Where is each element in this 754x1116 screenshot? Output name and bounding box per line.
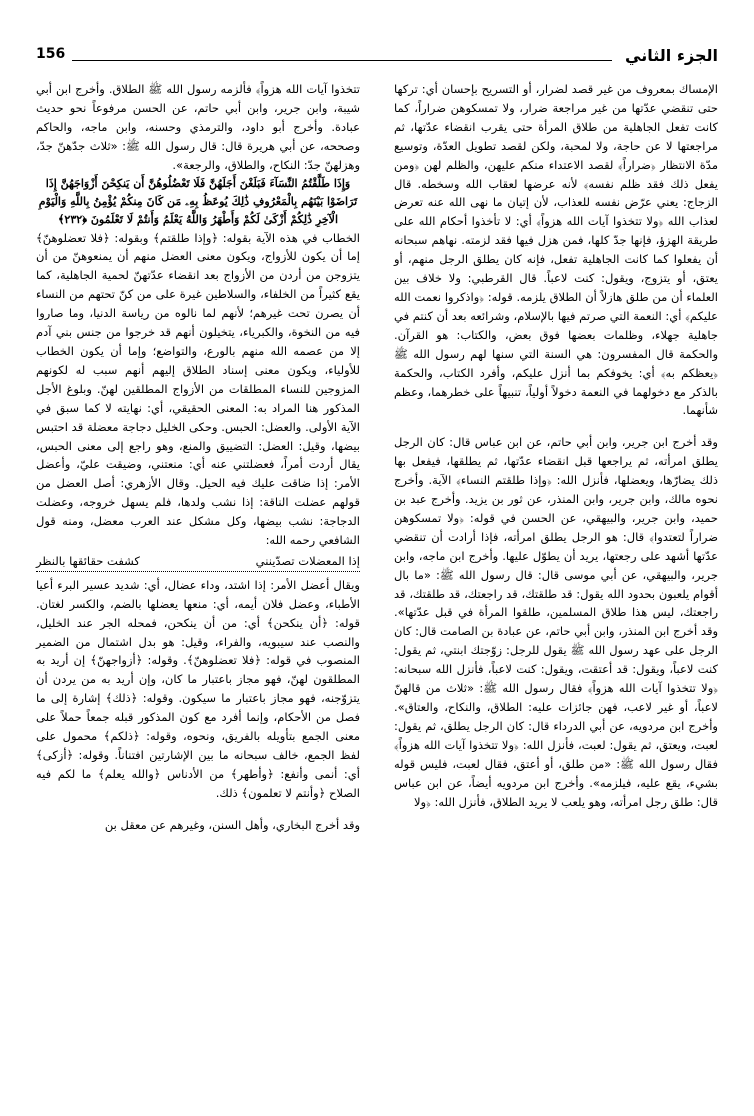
commentary-paragraph: الإمساك بمعروف من غير قصد لضرار، أو التسريح بإحسان أي: تركها حتى تنقضي عدّتها من غير مراجعة ضرار، ولا تمسكوهن ضراراً، كما كانت تفعل الجاهلية من طلاق المرأة حتى يقرب انقضاء عدّتها، ثم مراجعتها لا عن حاجة، ولا لمحبة، ولكن لقصد تطويل العدّة، وتوسيع مدّة الانتظار ﴿ضراراً﴾ لقصد الاعتداء منكم عليهن، والظلم لهن ﴿ومن يفعل ذلك فقد ظلم نفسه﴾ لأنه عرضها لعقاب الله وسخطه. قال الزجاج: يعني عرّض نفسه للعذاب، لأن إتيان ما نهى الله عنه تعرض لعذاب الله ﴿ولا تتخذوا آيات الله هزواً﴾ أي: لا تأخذوا أحكام الله على طريقة الهزؤ، فإنها جدّ كلها، فمن هزل فيها فقد لزمته. نهاهم سبحانه أن يفعلوا كما كانت الجاهلية تفعل، فإنه كان يطلق الرجل منهم، أو يعتق، أو يتزوج، ويقول: كنت لاعباً. قال القرطبي: ولا خلاف بين العلماء أن من طلق هازلاً أن الطلاق يلزمه. قوله: ﴿واذكروا نعمت الله عليكم﴾ أي: النعمة التي صرتم فيها بالإسلام، وشرائعه بعد أن كنتم في جاهلية جهلاء، وظلمات بعضها فوق بعض، والكتاب: هو القرآن. والحكمة قال المفسرون: هي السنة التي سنها لهم رسول الله ﷺ ﴿يعظكم به﴾ أي: يخوفكم بما أنزل عليكم، وأفرد الكتاب، والحكمة بالذكر مع دخولهما في النعمة دخولاً أولياً، تنبيهاً على خطرهما، وعظم شأنهما. — [394, 82, 718, 418]
poem-line — [36, 552, 360, 572]
grammar-paragraph: ويقال أعضل الأمر: إذا اشتد، وداء عضال، أي: شديد عسير البرء أعيا الأطباء، وعضل فلان أيمه، أي: منعها يعضلها بالضم، والكسر لغتان. قوله: ﴿أن ينكحن﴾ أي: من أن ينكحن، فمحله الجر عند الخليل، والنصب عند سيبويه، والفراء، وقيل: هو بدل اشتمال من الضمير المنصوب في قوله: ﴿فلا تعضلوهنّ﴾. وقوله: ﴿أزواجهنّ﴾ إن أريد به المطلقون لهنّ، فهو مجاز باعتبار ما كان، وإن أريد به من يردن أن يتزوّجنه، فهو مجاز باعتبار ما سيكون. وقوله: ﴿ذلك﴾ إشارة إلى ما فصل من الأحكام، وإنما أفرد مع كون المذكور قبله جمعاً حملاً على معنى الجمع بتأويله بالفريق، ونحوه، وقوله: ﴿ذلكم﴾ محمول على لفظ الجمع، خالف سبحانه ما بين الإشارتين افتناناً. وقوله: ﴿أزكى﴾ أي: أنمى وأنفع: ﴿وأطهر﴾ من الأدناس ﴿والله يعلم﴾ ما لكم فيه الصلاح ﴿وأنتم لا تعلمون﴾ ذلك. — [36, 577, 360, 800]
page-number: 156 — [36, 46, 66, 62]
hadith-paragraph: وقد أخرج ابن جرير، وابن أبي حاتم، عن ابن عباس قال: كان الرجل يطلق امرأته، ثم يراجعها قبل انقضاء عدّتها، ثم يطلقها، فيفعل بها ذلك يضارّها، ويعضلها، فأنزل الله: ﴿وإذا طلقتم النساء﴾ الآية. وأخرج نحوه مالك، وابن جرير، وابن المنذر، عن ثور بن يزيد. وأخرج عبد بن حميد، وابن جرير، والبيهقي، عن الحسن في قوله: ﴿ولا تمسكوهن ضراراً لتعتدوا﴾ قال: هو الرجل يطلق امرأته، فإذا أرادت أن تنقضي عدّتها أشهد على رجعتها، يريد أن يطوّل عليها. وأخرج ابن ماجه، وابن جرير، والبيهقي، عن أبي موسى قال: قال رسول الله ﷺ: «ما بال أقوام يلعبون بحدود الله يقول: قد طلقتك، قد راجعتك، قد طلقتك، قد راجعتك، ليس هذا طلاق المسلمين، طلقوا المرأة في قبل عدّتها». وقد أخرج ابن المنذر، وابن أبي حاتم، عن عبادة بن الصامت قال: كان الرجل على عهد رسول الله ﷺ يقول للرجل: زوّجتك ابنتي، ثم يقول: كنت لاعباً، ويقول: قد أعتقت، ويقول: كنت لاعباً، فأنزل الله سبحانه: ﴿ولا تتخذوا آيات الله هزواً﴾ فقال رسول الله ﷺ: «ثلاث من قالهنّ لاعباً، أو غير لاعب، فهن جائزات عليه: الطلاق، والنكاح، والعتاق». وأخرج ابن مردويه، عن أبي الدرداء قال: كان الرجل يطلق، ثم يقول: لعبت، ويعتق، ثم يقول: لعبت، فأنزل الله: ﴿ولا تتخذوا آيات الله هزواً﴾ فقال رسول الله ﷺ: «من طلق، أو أعتق، فقال لعبت، فليس قوله بشيء، يقع عليه، فيلزمه». وأخرج ابن مردويه أيضاً، عن ابن عباس قال: طلق رجل امرأته، وهو يلعب لا يريد الطلاق، فأنزل الله: ﴿ولا — [394, 435, 718, 809]
header-rule — [72, 60, 612, 61]
quran-verse: وَإِذَا طَلَّقْتُمُ النِّسَآءَ فَبَلَغْنَ أَجَلَهُنَّ فَلَا تَعْضُلُوهُنَّ أَن يَنكِحْنَ أَزْوَاجَهُنَّ إِذَا تَرَاضَوْا بَيْنَهُم بِالْمَعْرُوفِ ذَٰلِكَ يُوعَظُ بِهِۦ مَن كَانَ مِنكُمْ يُؤْمِنُ بِاللَّهِ وَالْيَوْمِ الْآخِرِ ذَٰلِكُمْ أَزْكَىٰ لَكُمْ وَأَطْهَرُ وَاللَّهُ يَعْلَمُ وَأَنتُمْ لَا تَعْلَمُونَ ﴿٢٣٢﴾ — [38, 176, 358, 226]
poem-first-hemistich: إذا المعضلات تصدّينني — [255, 553, 360, 568]
right-column — [394, 80, 718, 811]
running-title: الجزء الثاني — [625, 46, 718, 65]
left-column — [36, 80, 360, 835]
poem-second-hemistich: كشفت حقائقها بالنظر — [36, 553, 140, 568]
exegesis-paragraph: الخطاب في هذه الآية بقوله: ﴿وإذا طلقتم﴾ وبقوله: ﴿فلا تعضلوهنّ﴾ إما أن يكون للأزواج، ويكون معنى العضل منهم أن يمنعوهنّ من أن يتزوجن من أردن من الأزواج بعد انقضاء عدّتهنّ لحمية الجاهلية، كما يقع كثيراً من الخلفاء، والسلاطين غيرة على من كنّ تحتهم من النساء أن يصرن تحت غيرهم؛ لأنهم لما نالوه من رياسة الدنيا، وما صاروا فيه من النخوة، والكبرياء، يتخيلون أنهم قد خرجوا من جنس بني آدم إلا من عصمه الله منهم بالورع، والتواضع؛ وإما أن يكون الخطاب للأولياء، ويكون معنى إسناد الطلاق إليهم أنهم سبب له لكونهم المزوجين للنساء المطلقات من الأزواج المطلقين لهنّ. وبلوغ الأجل المذكور هنا المراد به: المعنى الحقيقي، أي: نهايته لا كما سبق في الآية الأولى. والعضل: الحبس. وحكى الخليل دجاجة معضلة قد احتبس بيضها، وقيل: العضل: التضييق والمنع، وهو راجع إلى معنى الحبس، يقال أردت أمراً، فعضلتني عنه أي: منعتني، وضيقت عليّ، وأعضل الأمر: إذا ضاقت عليك فيه الحيل. وقال الأزهري: أصل العضل من قولهم عضلت الناقة: إذا نشب ولدها، فلم يسهل خروجه، وعضلت الدجاجة: نشب بيضها، وكل مشكل عند العرب معضل، ومنه قول الشافعي رحمه الله: — [36, 230, 360, 548]
page-header — [0, 40, 754, 70]
continued-paragraph: تتخذوا آيات الله هزواً﴾ فألزمه رسول الله ﷺ الطلاق. وأخرج ابن أبي شيبة، وابن جرير، وابن أبي حاتم، عن الحسن مرفوعاً نحو حديث عبادة. وأخرج أبو داود، والترمذي وحسنه، وابن ماجه، والحاكم وصححه، عن أبي هريرة قال: قال رسول الله ﷺ: «ثلاث جدّهنّ جدّ، وهزلهنّ جدّ: النكاح، والطلاق، والرجعة». — [36, 82, 360, 172]
hadith-paragraph-start: وقد أخرج البخاري، وأهل السنن، وغيرهم عن معقل بن — [104, 817, 360, 832]
